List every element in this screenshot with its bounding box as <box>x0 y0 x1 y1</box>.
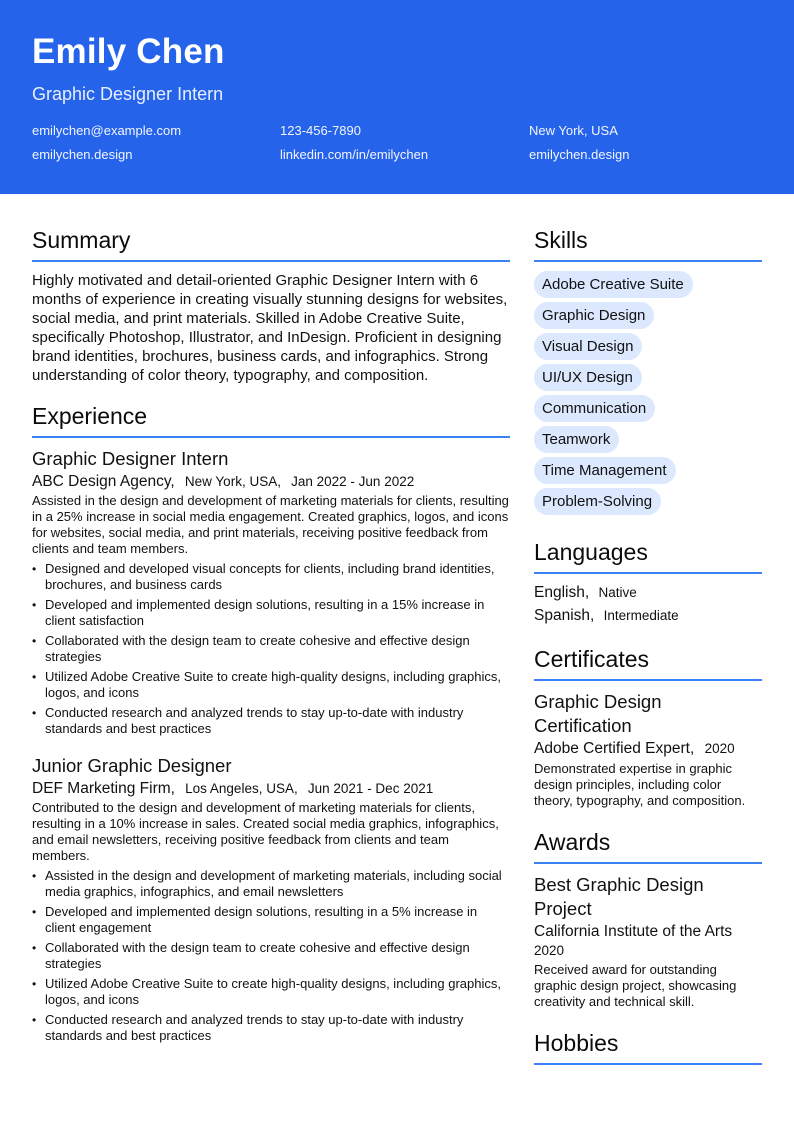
job-location: New York, USA, <box>184 474 281 489</box>
job-bullet: • Developed and implemented design solutions, resulting in a 15% increase in client satisfaction <box>32 597 510 629</box>
candidate-name: Emily Chen <box>32 32 225 71</box>
skill-chip: Problem-Solving <box>534 488 661 515</box>
resume-header <box>0 0 794 194</box>
job-entry <box>32 447 510 737</box>
language-item <box>534 606 762 626</box>
language-item <box>534 583 762 603</box>
job-description: Contributed to the design and development of marketing materials for clients, resulting in a 10% increase in sales. Created social media graphics, infographics, and email newsletters, receiving positive feedback from clients and team members. <box>32 800 499 863</box>
main-column <box>32 226 510 1048</box>
certificate-description: Demonstrated expertise in graphic design principles, including color theory, typography, and composition. <box>534 761 746 808</box>
language-name: English, <box>534 584 590 601</box>
skill-chip: Adobe Creative Suite <box>534 271 693 298</box>
skill-chip: Time Management <box>534 457 676 484</box>
job-bullet: • Utilized Adobe Creative Suite to create high-quality designs, including graphics, logos, and icons <box>32 976 510 1008</box>
job-bullets <box>32 868 510 1044</box>
job-bullet: • Assisted in the design and development of marketing materials, including social media graphics, infographics, and email newsletters <box>32 868 510 900</box>
candidate-title: Graphic Designer Intern <box>32 84 224 104</box>
language-name: Spanish, <box>534 607 595 624</box>
job-dates: Jan 2022 - Jun 2022 <box>291 474 415 489</box>
contact-linkedin[interactable]: linkedin.com/in/emilychen <box>280 147 429 162</box>
award-year: 2020 <box>534 943 565 958</box>
hobbies-heading: Hobbies <box>534 1029 762 1065</box>
job-company: DEF Marketing Firm, <box>32 780 175 797</box>
job-bullets <box>32 561 510 737</box>
awards-heading: Awards <box>534 828 762 864</box>
language-level: Intermediate <box>603 608 679 623</box>
skill-chip: UI/UX Design <box>534 364 642 391</box>
skill-chip: Teamwork <box>534 426 619 453</box>
job-bullet: • Conducted research and analyzed trends to stay up-to-date with industry standards and best practices <box>32 1012 510 1044</box>
languages-list <box>534 583 762 626</box>
job-description: Assisted in the design and development of marketing materials for clients, resulting in a 25% increase in social media engagement. Created graphics, logos, and icons for websites, social media, and print materials, receiving positive feedback from clients and team members. <box>32 493 509 556</box>
job-bullet: • Conducted research and analyzed trends to stay up-to-date with industry standards and best practices <box>32 705 510 737</box>
award-description: Received award for outstanding graphic design project, showcasing creativity and technical skill. <box>534 962 737 1009</box>
job-company: ABC Design Agency, <box>32 473 175 490</box>
certificates-heading: Certificates <box>534 645 762 681</box>
job-bullet: • Collaborated with the design team to create cohesive and effective design strategies <box>32 940 510 972</box>
summary-text: Highly motivated and detail-oriented Graphic Designer Intern with 6 months of experience in creating visually stunning designs for websites, social media, and print materials. Skilled in Adobe Creative Suite, specifically Photoshop, Illustrator, and InDesign. Proficient in designing brand identities, brochures, business cards, and infographics. Strong understanding of color theory, typography, and composition. <box>32 272 508 384</box>
skills-list <box>534 271 762 519</box>
skill-chip: Communication <box>534 395 655 422</box>
job-entry <box>32 754 510 1044</box>
certificate-title: Graphic Design Certification <box>534 691 662 736</box>
experience-heading: Experience <box>32 402 510 438</box>
award-title: Best Graphic Design Project <box>534 874 704 919</box>
award-entry <box>534 873 762 1010</box>
languages-heading: Languages <box>534 538 762 574</box>
certificate-issuer-line <box>534 739 762 759</box>
skills-heading: Skills <box>534 226 762 262</box>
contact-website-secondary[interactable]: emilychen.design <box>529 147 630 162</box>
certificate-issuer: Adobe Certified Expert, <box>534 740 695 757</box>
job-bullet: • Developed and implemented design solutions, resulting in a 5% increase in client engagement <box>32 904 510 936</box>
job-title: Graphic Designer Intern <box>32 448 229 469</box>
contact-location: New York, USA <box>529 123 618 138</box>
job-title: Junior Graphic Designer <box>32 755 232 776</box>
job-bullet: • Designed and developed visual concepts for clients, including brand identities, brochures, and business cards <box>32 561 510 593</box>
contact-phone[interactable]: 123-456-7890 <box>280 123 361 138</box>
language-level: Native <box>598 585 637 600</box>
job-location: Los Angeles, USA, <box>185 781 298 796</box>
job-dates: Jun 2021 - Dec 2021 <box>307 781 434 796</box>
skill-chip: Visual Design <box>534 333 642 360</box>
certificate-entry <box>534 690 762 809</box>
job-meta <box>32 779 510 799</box>
award-issuer: California Institute of the Arts <box>534 923 733 940</box>
job-meta <box>32 472 510 492</box>
job-bullet: • Collaborated with the design team to create cohesive and effective design strategies <box>32 633 510 665</box>
skill-chip: Graphic Design <box>534 302 654 329</box>
job-bullet: • Utilized Adobe Creative Suite to create high-quality designs, including graphics, logos, and icons <box>32 669 510 701</box>
contact-website[interactable]: emilychen.design <box>32 147 133 162</box>
sidebar-column <box>534 226 762 1074</box>
contact-email[interactable]: emilychen@example.com <box>32 123 182 138</box>
certificate-year: 2020 <box>704 741 735 756</box>
summary-heading: Summary <box>32 226 510 262</box>
